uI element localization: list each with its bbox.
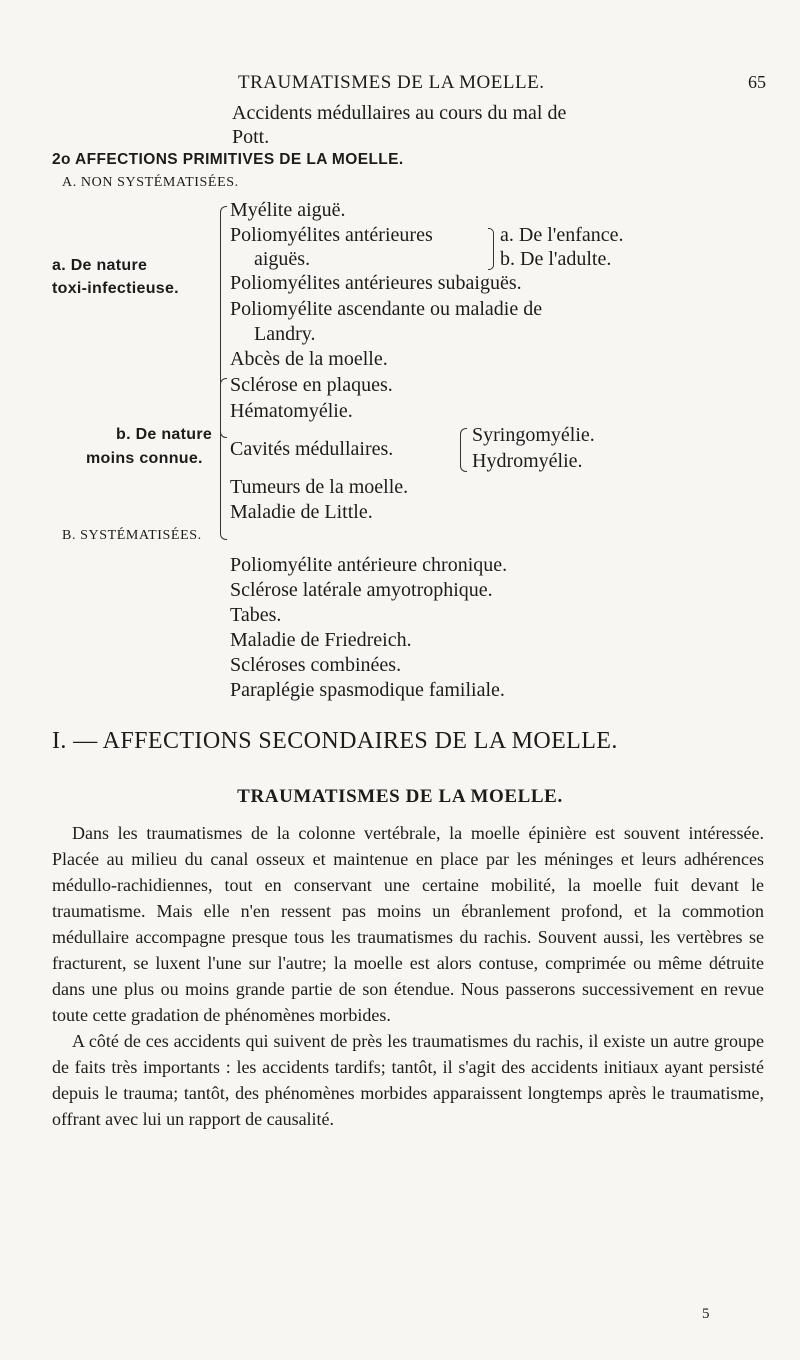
sub-item-adulte: b. De l'adulte.: [500, 248, 612, 270]
group-b-label-2: moins connue.: [86, 450, 203, 467]
paragraph: A côté de ces accidents qui suivent de près les traumatismes du rachis, il existe un autre groupe de faits très importants : les accidents tardifs; tantôt, il s'agit des accidents initiaux ayant persisté depuis le trauma; tantôt, des phénomènes morbides apparaissent longtemps après le traumatisme, offrant avec lui un rapport de causalité.: [52, 1031, 764, 1129]
running-title: TRAUMATISMES DE LA MOELLE.: [238, 72, 545, 93]
list-item: Scléroses combinées.: [230, 654, 402, 676]
intro-line-1: Accidents médullaires au cours du mal de: [232, 102, 567, 124]
cavity-item: Hydromyélie.: [472, 450, 583, 472]
list-item: Cavités médullaires.: [230, 438, 394, 460]
list-item: Poliomyélites antérieures subaiguës.: [230, 272, 522, 294]
list-item: Sclérose latérale amyotrophique.: [230, 579, 493, 601]
list-item: Maladie de Friedreich.: [230, 629, 412, 651]
subsection-a-label: A. NON SYSTÉMATISÉES.: [62, 175, 239, 190]
group-b-label-1: b. De nature: [116, 426, 213, 443]
paragraph: Dans les traumatismes de la colonne vertébrale, la moelle épinière est souvent intéressée. Placée au milieu du canal osseux et maintenue en place par les méninges et leurs adhérences médullo-rachidiennes, tout en conservant une certaine mobilité, la moelle fuit devant le traumatisme. Mais elle n'en ressent pas moins un ébranlement profond, et la commotion médullaire accompagne presque tous les traumatismes du rachis. Souvent aussi, les vertèbres se fracturent, se luxent l'une sur l'autre; la moelle est alors contuse, comprimée ou même détruite dans une plus ou moins grande partie de son étendue. Nous passerons successivement en revue toute cette gradation de phénomènes morbides.: [52, 823, 764, 1025]
group-a-label-2: toxi-infectieuse.: [52, 280, 179, 297]
list-item: Tabes.: [230, 604, 282, 626]
list-item: Tumeurs de la moelle.: [230, 476, 409, 498]
list-item: Myélite aiguë.: [230, 199, 346, 221]
cavity-item: Syringomyélie.: [472, 424, 595, 446]
group-b-brace: [220, 378, 227, 540]
article-body: [52, 820, 764, 1132]
list-item: Paraplégie spasmodique familiale.: [230, 679, 505, 701]
age-brace: [488, 228, 494, 270]
cavity-brace: [460, 428, 467, 472]
list-item: Poliomyélites antérieures: [230, 224, 433, 246]
sub-item-enfance: a. De l'enfance.: [500, 224, 624, 246]
section-I-heading: I. — AFFECTIONS SECONDAIRES DE LA MOELLE.: [52, 728, 618, 754]
page-number: 65: [748, 72, 766, 92]
section-2-heading: 2o AFFECTIONS PRIMITIVES DE LA MOELLE.: [52, 151, 404, 168]
article-title: TRAUMATISMES DE LA MOELLE.: [237, 786, 563, 807]
list-item: Landry.: [254, 323, 316, 345]
signature-mark: 5: [702, 1306, 710, 1322]
list-item: Abcès de la moelle.: [230, 348, 388, 370]
list-item: Hématomyélie.: [230, 400, 353, 422]
list-item: Poliomyélite ascendante ou maladie de: [230, 298, 543, 320]
list-item: Poliomyélite antérieure chronique.: [230, 554, 508, 576]
list-item: Maladie de Little.: [230, 501, 373, 523]
group-a-label-1: a. De nature: [52, 257, 148, 274]
subsection-b-label: B. SYSTÉMATISÉES.: [62, 528, 202, 543]
list-item: aiguës.: [254, 248, 311, 270]
list-item: Sclérose en plaques.: [230, 374, 393, 396]
intro-line-2: Pott.: [232, 126, 270, 148]
